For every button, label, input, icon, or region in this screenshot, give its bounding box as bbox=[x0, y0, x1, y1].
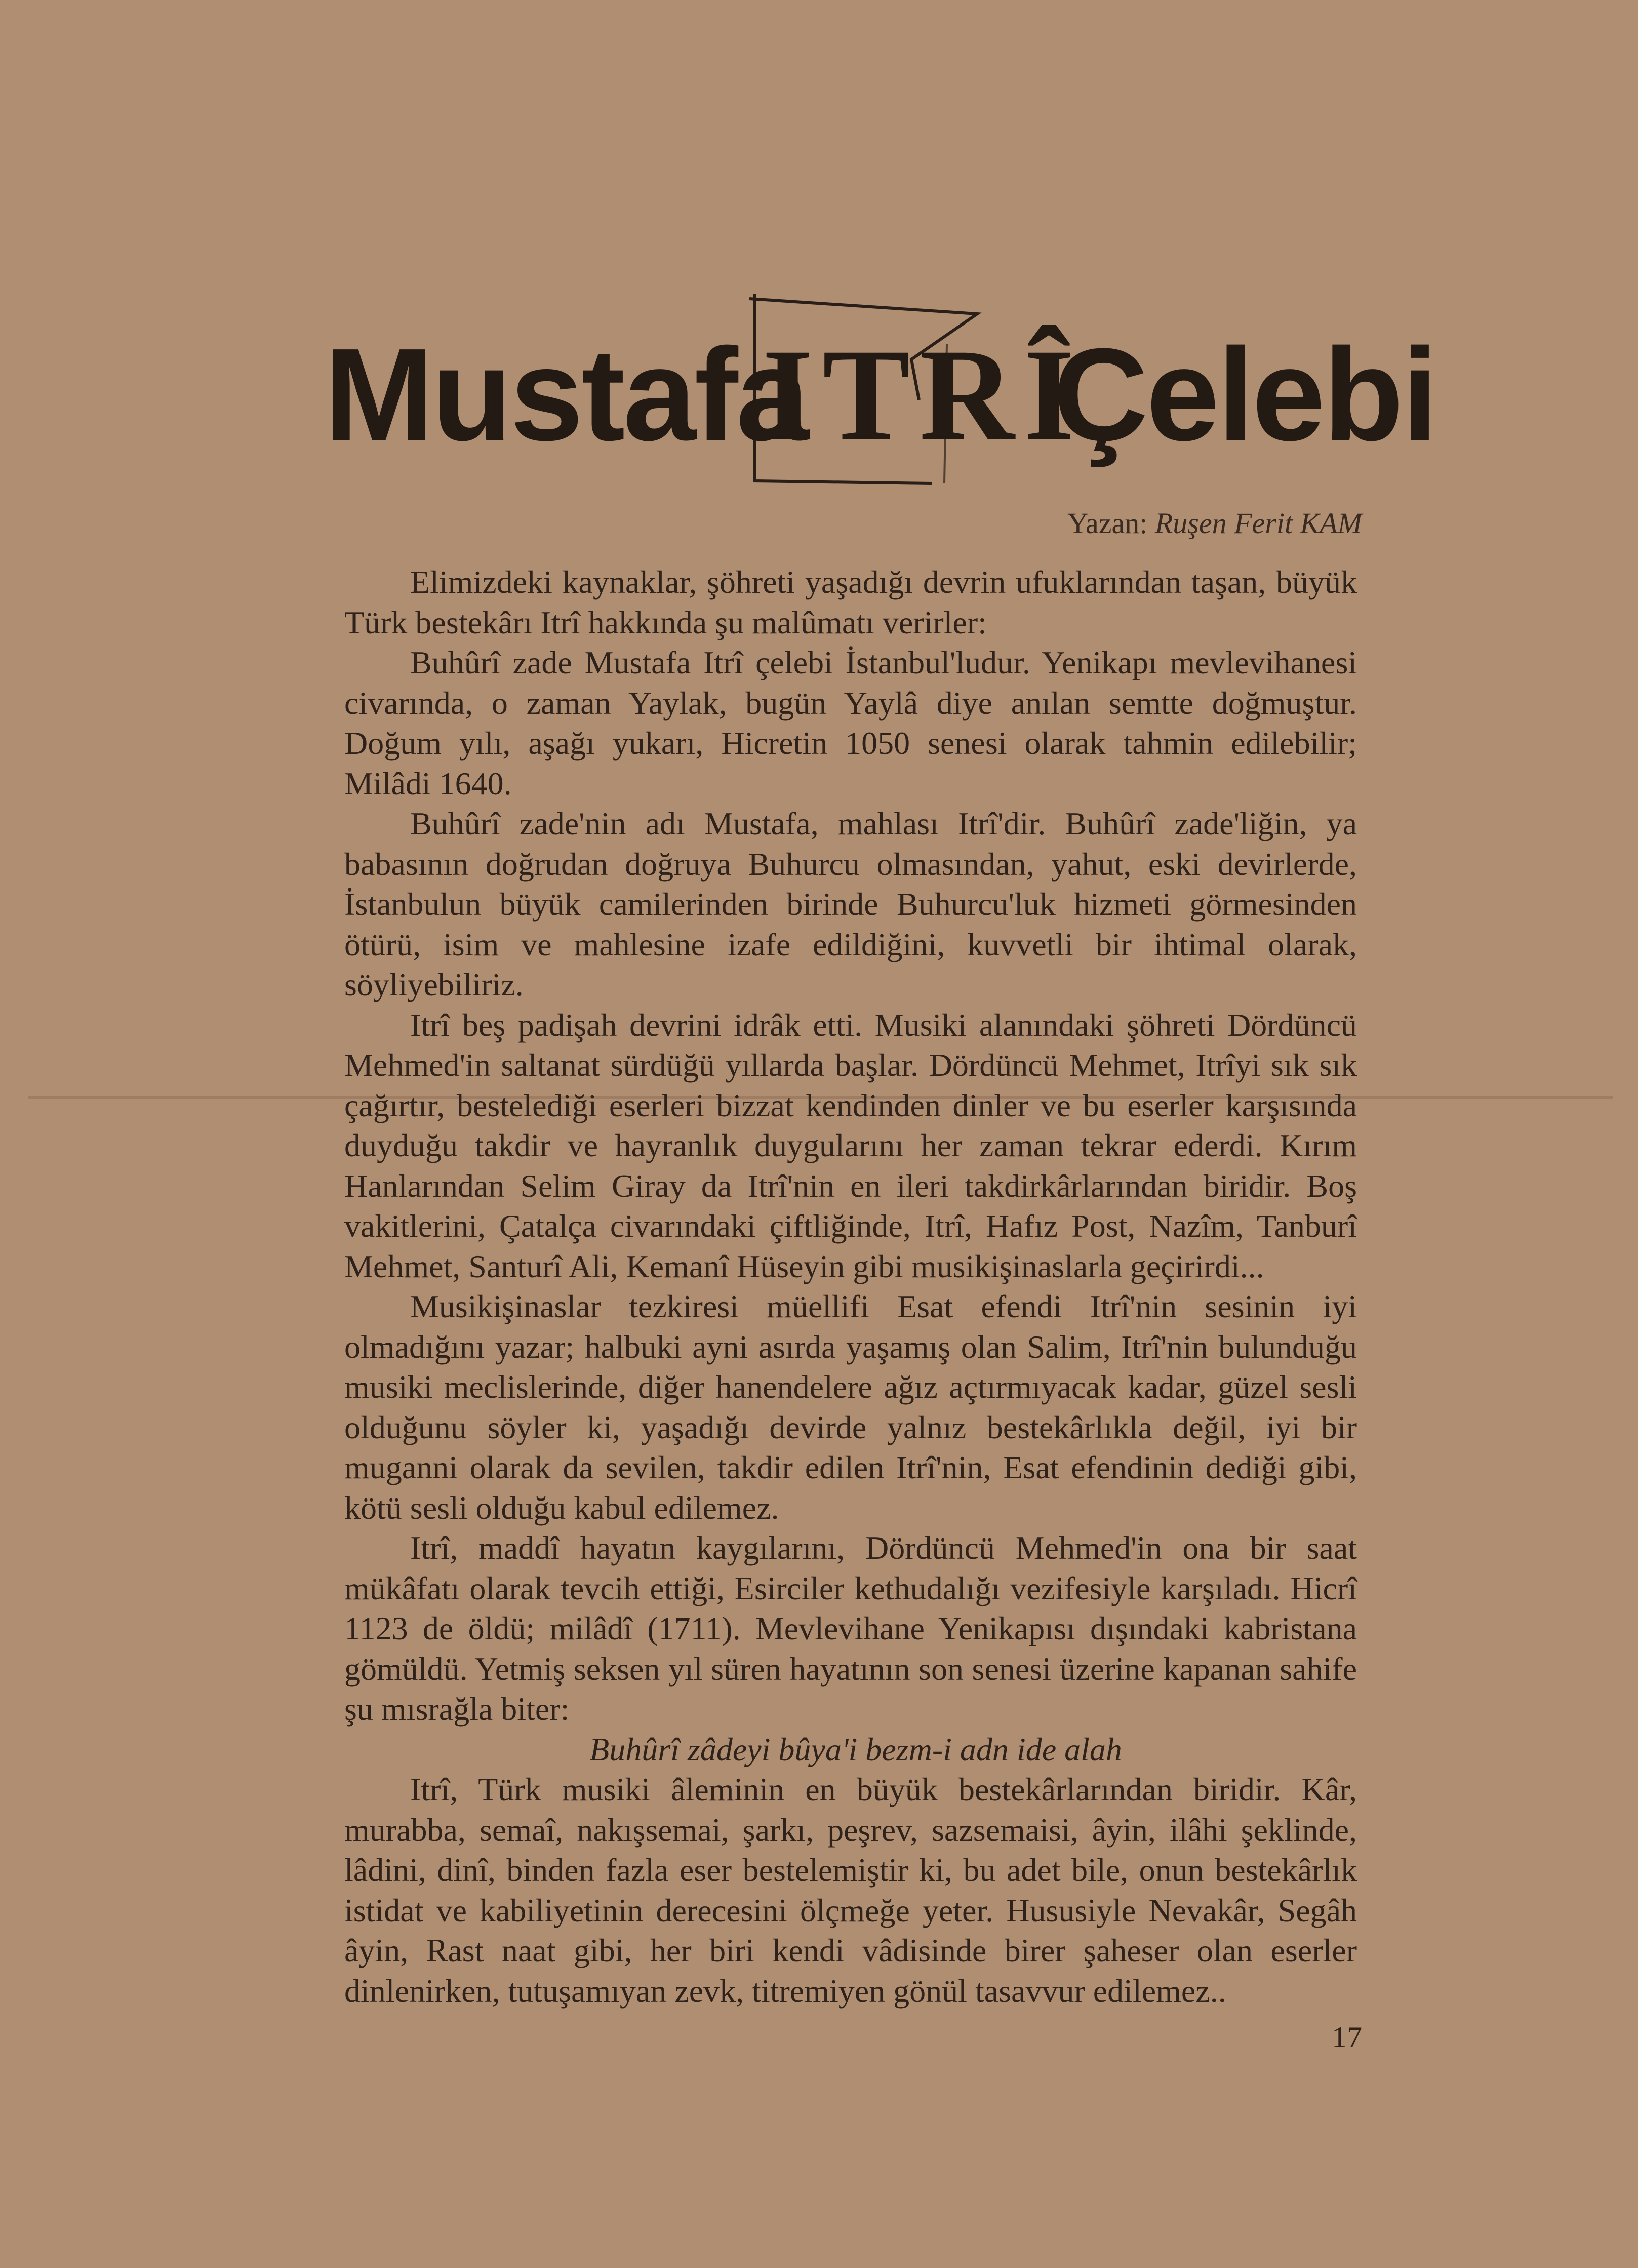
paragraph-6: Itrî, maddî hayatın kaygılarını, Dördüncü Mehmed'in ona bir saat mükâfatı olarak tevcih ettiği, Esirciler kethudalığı vezifesiyle karşıladı. Hicrî 1123 de öldü; milâdî (1711). Mevlevihane Yenikapısı dışındaki kabristana gömüldü. Yetmiş seksen yıl süren hayatının son senesi üzerine kapanan sahife şu mısrağla biter: bbox=[344, 1530, 1357, 1727]
article-title bbox=[324, 284, 1436, 496]
paragraph-7: Itrî, Türk musiki âleminin en büyük bestekârlarından biridir. Kâr, murabba, semaî, nakışsemai, şarkı, peşrev, sazsemaisi, âyin, ilâhi şeklinde, lâdini, dinî, binden fazla eser bestelemiştir ki, bu adet bile, onun bestekârlık istidat ve kabiliyetinin derecesini ölçmeğe yeter. Hususiyle Nevakâr, Segâh âyin, Rast naat gibi, her biri kendi vâdisinde birer şaheser olan eserler dinlenirken, tutuşamıyan zevk, titremiyen gönül tasavvur edilemez.. bbox=[344, 1771, 1357, 2009]
title-word-celebi: Çelebi bbox=[1053, 321, 1436, 468]
title-word-itri: ITRÎ bbox=[762, 322, 1084, 468]
byline-label: Yazan: bbox=[1067, 507, 1148, 540]
verse-line: Buhûrî zâdeyi bûya'i bezm-i adn ide alah bbox=[589, 1731, 1122, 1767]
paragraph-4: Itrî beş padişah devrini idrâk etti. Musiki alanındaki şöhreti Dördüncü Mehmed'in saltanat sürdüğü yıllarda başlar. Dördüncü Mehmet, Itrîyi sık sık çağırtır, bestelediği eserleri bizzat kendinden dinler ve bu eserler karşısında duyduğu takdir ve hayranlık duygularını her zaman tekrar ederdi. Kırım Hanlarından Selim Giray da Itrî'nin en ileri takdirkârlarından biridir. Boş vakitlerini, Çatalça civarındaki çiftliğinde, Itrî, Hafız Post, Nazîm, Tanburî Mehmet, Santurî Ali, Kemanî Hüseyin gibi musikişinaslarla geçirirdi... bbox=[344, 1006, 1357, 1284]
paragraph-3: Buhûrî zade'nin adı Mustafa, mahlası Itrî'dir. Buhûrî zade'liğin, ya babasının doğrudan doğruya Buhurcu olmasından, yahut, eski devirlerde, İstanbulun büyük camilerinden birinde Buhurcu'luk hizmeti görmesinden ötürü, isim ve mahlesine izafe edildiğini, kuvvetli bir ihtimal olarak, söyliyebiliriz. bbox=[344, 805, 1357, 1002]
paragraph-2: Buhûrî zade Mustafa Itrî çelebi İstanbul'ludur. Yenikapı mevlevihanesi civarında, o zaman Yaylak, bugün Yaylâ diye anılan semtte doğmuştur. Doğum yılı, aşağı yukarı, Hicretin 1050 senesi olarak tahmin edilebilir; Milâdi 1640. bbox=[344, 644, 1357, 801]
paragraph-5: Musikişinaslar tezkiresi müellifi Esat efendi Itrî'nin sesinin iyi olmadığını yazar; halbuki ayni asırda yaşamış olan Salim, Itrî'nin bulunduğu musiki meclislerinde, diğer hanendelere ağız açtırmıyacak kadar, güzel sesli olduğunu söyler ki, yaşadığı devirde yalnız bestekârlıkla değil, iyi bir muganni olarak da sevilen, takdir edilen Itrî'nin, Esat efendinin dediği gibi, kötü sesli olduğu kabul edilemez. bbox=[344, 1288, 1357, 1526]
page-number: 17 bbox=[1332, 2020, 1362, 2054]
article-body bbox=[344, 562, 1357, 2011]
title-word-mustafa: Mustafa bbox=[324, 321, 808, 468]
byline-author: Ruşen Ferit KAM bbox=[1154, 507, 1362, 540]
byline bbox=[947, 506, 1362, 540]
paragraph-1: Elimizdeki kaynaklar, şöhreti yaşadığı devrin ufuklarından taşan, büyük Türk bestekârı Itrî hakkında şu malûmatı verirler: bbox=[344, 564, 1357, 640]
